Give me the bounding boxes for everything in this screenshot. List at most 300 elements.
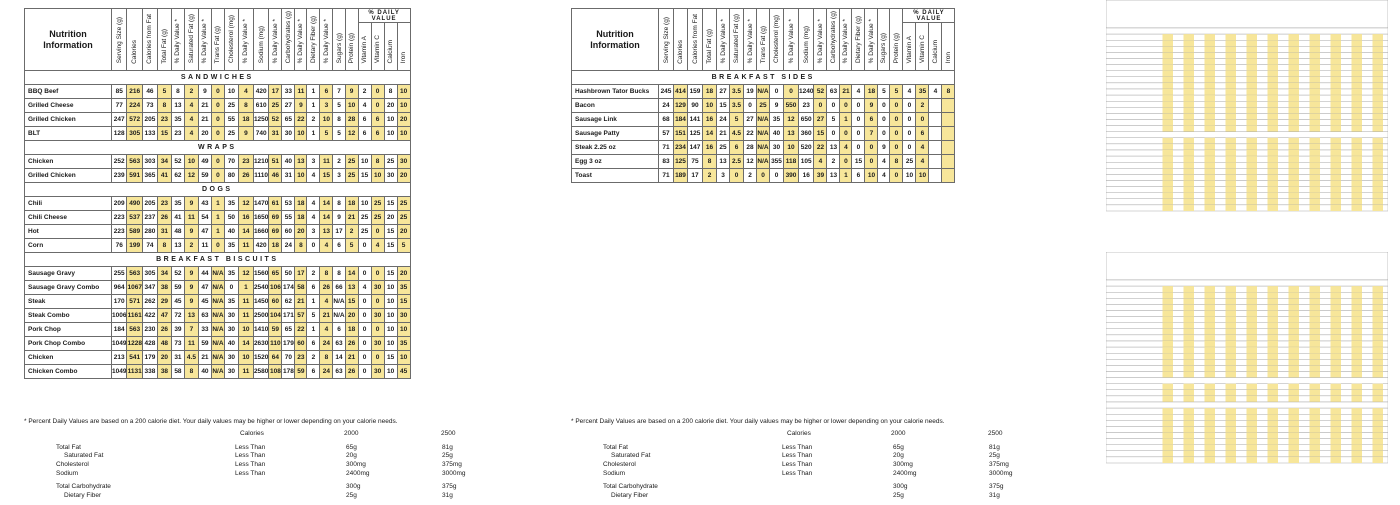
- nutrition-table: [24, 8, 411, 379]
- item-name: Grilled Chicken: [25, 169, 112, 183]
- thumbnail-cell: [1352, 59, 1363, 65]
- column-header-label: Cholesterol (mg): [773, 15, 780, 64]
- nutrient-value: 10: [224, 85, 238, 99]
- thumbnail-cell: [1331, 126, 1342, 132]
- item-name: BLT: [25, 127, 112, 141]
- column-header-label: Sugars (g): [335, 33, 343, 64]
- nutrient-value: 5: [157, 85, 171, 99]
- nutrient-value: 15: [384, 267, 397, 281]
- thumbnail-cell: [1205, 384, 1216, 390]
- nutrient-value: 13: [717, 155, 730, 169]
- nutrient-value: 0: [371, 267, 384, 281]
- thumbnail-cell: [1226, 40, 1237, 46]
- table-row: [25, 239, 411, 253]
- thumbnail-cell: [1289, 120, 1300, 126]
- thumbnail-cell: [1247, 329, 1258, 335]
- nutrient-value: 13: [171, 99, 184, 113]
- thumbnail-cell: [1163, 298, 1174, 304]
- nutrient-value: 0: [358, 337, 371, 351]
- thumbnail-section: [1106, 280, 1388, 286]
- table-row: [25, 211, 411, 225]
- nutrient-value: 8: [384, 85, 397, 99]
- nutrient-value: 52: [171, 267, 184, 281]
- thumbnail-cell: [1226, 359, 1237, 365]
- thumbnail-cell: [1184, 347, 1195, 353]
- column-header-label: Total Fat (g): [706, 28, 713, 64]
- thumbnail-cell: [1184, 71, 1195, 77]
- nutrient-value: 205: [142, 197, 157, 211]
- nutrient-value: 2630: [253, 337, 268, 351]
- nutrient-value: 280: [142, 225, 157, 239]
- footer-row-value-2500: 81g: [989, 444, 1000, 451]
- nutrient-value: 2: [358, 85, 371, 99]
- nutrient-value: 27: [717, 85, 730, 99]
- thumbnail-cell: [1184, 138, 1195, 144]
- thumbnail-cell: [1373, 181, 1384, 187]
- thumbnail-cell: [1163, 347, 1174, 353]
- nutrient-value: [929, 141, 942, 155]
- nutrient-value: 25: [224, 99, 238, 113]
- thumbnail-cell: [1352, 414, 1363, 420]
- thumbnail-cell: [1184, 451, 1195, 457]
- thumbnail-cell: [1289, 457, 1300, 463]
- footer-row-label: Sodium: [603, 470, 626, 477]
- thumbnail-cell: [1289, 335, 1300, 341]
- thumbnail-cell: [1352, 107, 1363, 113]
- thumbnail-cell: [1226, 193, 1237, 199]
- thumbnail-cell: [1184, 445, 1195, 451]
- item-name: Pork Chop Combo: [25, 337, 112, 351]
- nutrient-value: 1067: [127, 281, 142, 295]
- thumbnail-cell: [1247, 187, 1258, 193]
- nutrient-value: 20: [384, 99, 397, 113]
- nutrient-value: 8: [371, 155, 384, 169]
- thumbnail-cell: [1352, 372, 1363, 378]
- nutrient-value: 13: [784, 127, 799, 141]
- nutrient-value: 26: [320, 281, 333, 295]
- thumbnail-cell: [1373, 174, 1384, 180]
- nutrient-value: 108: [269, 365, 282, 379]
- nutrient-value: 1: [307, 99, 320, 113]
- thumbnail-cell: [1310, 144, 1321, 150]
- nutrition-panel-1: [24, 8, 411, 379]
- thumbnail-cell: [1331, 304, 1342, 310]
- nutrient-value: 170: [112, 295, 127, 309]
- thumbnail-cell: [1163, 292, 1174, 298]
- section-header: WRAPS: [25, 141, 411, 155]
- nutrient-value: 1: [238, 281, 253, 295]
- thumbnail-cell: [1247, 286, 1258, 292]
- thumbnail-cell: [1289, 126, 1300, 132]
- thumbnail-cell: [1373, 95, 1384, 101]
- thumbnail-cell: [1163, 193, 1174, 199]
- nutrient-value: 15: [852, 155, 865, 169]
- thumbnail-cell: [1184, 408, 1195, 414]
- footer-row-label: Sodium: [56, 470, 79, 477]
- nutrient-value: 6: [333, 323, 345, 337]
- thumbnail-cell: [1226, 353, 1237, 359]
- footer-row-value-2000: 20g: [346, 452, 357, 459]
- footer-row-value-2500: 31g: [442, 492, 453, 499]
- thumbnail-cell: [1289, 414, 1300, 420]
- thumbnail-cell: [1226, 335, 1237, 341]
- thumbnail-cell: [1331, 150, 1342, 156]
- nutrient-value: 30: [282, 127, 295, 141]
- column-header: [307, 9, 320, 71]
- nutrient-value: 44: [198, 267, 211, 281]
- nutrient-value: 2: [916, 99, 929, 113]
- nutrient-value: 14: [238, 337, 253, 351]
- nutrient-value: 0: [211, 127, 224, 141]
- nutrient-value: 59: [295, 365, 307, 379]
- thumbnail-cell: [1289, 77, 1300, 83]
- thumbnail-cell: [1226, 365, 1237, 371]
- thumbnail-cell: [1163, 205, 1174, 211]
- thumbnail-cell: [1163, 426, 1174, 432]
- nutrient-value: 245: [659, 85, 674, 99]
- thumbnail-cell: [1310, 65, 1321, 71]
- nutrient-value: 25: [903, 155, 916, 169]
- thumbnail-section: [1106, 28, 1388, 34]
- thumbnail-cell: [1268, 426, 1279, 432]
- nutrient-value: 75: [688, 155, 703, 169]
- column-header: [171, 9, 184, 71]
- thumbnail-cell: [1247, 65, 1258, 71]
- column-header-label: Vitamin C: [374, 35, 382, 64]
- thumbnail-cell: [1289, 174, 1300, 180]
- thumbnail-cell: [1352, 396, 1363, 402]
- nutrient-value: 27: [744, 113, 757, 127]
- footer-row-label: Dietary Fiber: [611, 492, 649, 499]
- thumbnail-cell: [1226, 384, 1237, 390]
- thumbnail-cell: [1268, 156, 1279, 162]
- nutrient-value: N/A: [211, 337, 224, 351]
- thumbnail-cell: [1268, 414, 1279, 420]
- column-header-label: Vitamin C: [918, 35, 926, 64]
- thumbnail-cell: [1163, 359, 1174, 365]
- thumbnail-cell: [1310, 420, 1321, 426]
- nutrient-value: 4: [852, 85, 865, 99]
- thumbnail-cell: [1184, 329, 1195, 335]
- nutrient-value: 5: [827, 113, 840, 127]
- nutrient-value: 30: [371, 365, 384, 379]
- thumbnail-cell: [1352, 292, 1363, 298]
- nutrient-value: 10: [384, 337, 397, 351]
- nutrient-value: 21: [345, 211, 358, 225]
- nutrient-value: 8: [295, 239, 307, 253]
- table-row: [25, 113, 411, 127]
- nutrient-value: 347: [142, 281, 157, 295]
- thumbnail-cell: [1310, 199, 1321, 205]
- nutrient-value: 0: [770, 169, 784, 183]
- column-header-label: Calories from Fat: [146, 13, 154, 64]
- thumbnail-cell: [1331, 101, 1342, 107]
- nutrient-value: 13: [827, 141, 840, 155]
- thumbnail-cell: [1331, 65, 1342, 71]
- nutrient-value: 39: [814, 169, 827, 183]
- nutrient-value: 20: [157, 351, 171, 365]
- nutrient-value: 5: [345, 239, 358, 253]
- nutrient-value: 71: [659, 169, 674, 183]
- thumbnail-cell: [1373, 335, 1384, 341]
- nutrient-value: 10: [784, 141, 799, 155]
- nutrient-value: [929, 155, 942, 169]
- thumbnail-cell: [1184, 286, 1195, 292]
- nutrient-value: 29: [157, 295, 171, 309]
- nutrient-value: 9: [345, 85, 358, 99]
- thumbnail-cell: [1163, 353, 1174, 359]
- thumbnail-cell: [1205, 420, 1216, 426]
- nutrient-value: 10: [384, 127, 397, 141]
- thumbnail-cell: [1310, 304, 1321, 310]
- column-header: [878, 9, 890, 71]
- nutrient-value: 73: [142, 99, 157, 113]
- thumbnail-cell: [1289, 359, 1300, 365]
- column-header: [929, 23, 942, 71]
- thumbnail-cell: [1373, 341, 1384, 347]
- thumbnail-cell: [1331, 292, 1342, 298]
- thumbnail-cell: [1247, 168, 1258, 174]
- column-header: [142, 9, 157, 71]
- nutrient-value: 0: [371, 99, 384, 113]
- nutrient-value: 15: [345, 295, 358, 309]
- thumbnail-cell: [1163, 120, 1174, 126]
- thumbnail-cell: [1205, 174, 1216, 180]
- column-header-label: % Daily Value *: [174, 19, 182, 64]
- thumbnail-cell: [1289, 329, 1300, 335]
- nutrient-value: 26: [345, 337, 358, 351]
- section-header: BREAKFAST BISCUITS: [25, 253, 411, 267]
- thumbnail-cell: [1373, 396, 1384, 402]
- nutrient-value: 18: [238, 113, 253, 127]
- nutrient-value: 4: [320, 323, 333, 337]
- nutrient-value: 4: [358, 99, 371, 113]
- footer-row-label: Total Carbohydrate: [603, 483, 658, 490]
- nutrient-value: 25: [358, 225, 371, 239]
- column-header-label: Cholesterol (mg): [227, 15, 235, 64]
- thumbnail-cell: [1331, 439, 1342, 445]
- nutrient-value: 14: [345, 267, 358, 281]
- nutrient-value: 6: [371, 127, 384, 141]
- thumbnail-cell: [1247, 138, 1258, 144]
- column-header: [253, 9, 268, 71]
- thumbnail-cell: [1205, 347, 1216, 353]
- column-header: [770, 9, 784, 71]
- nutrient-value: 23: [799, 99, 814, 113]
- nutrient-value: [929, 113, 942, 127]
- thumbnail-cell: [1331, 181, 1342, 187]
- thumbnail-cell: [1184, 457, 1195, 463]
- thumbnail-cell: [1184, 205, 1195, 211]
- thumbnail-cell: [1226, 396, 1237, 402]
- thumbnail-cell: [1226, 286, 1237, 292]
- thumbnail-cell: [1289, 107, 1300, 113]
- thumbnail-cell: [1247, 341, 1258, 347]
- nutrient-value: 591: [127, 169, 142, 183]
- nutrient-value: 5: [890, 85, 903, 99]
- thumbnail-cell: [1373, 126, 1384, 132]
- nutrient-value: [929, 169, 942, 183]
- column-header: [333, 9, 345, 71]
- column-header-label: % Daily Value *: [322, 19, 330, 64]
- thumbnail-cell: [1373, 40, 1384, 46]
- thumbnail-cell: [1352, 77, 1363, 83]
- nutrient-value: 35: [224, 267, 238, 281]
- thumbnail-cell: [1289, 113, 1300, 119]
- nutrition-panel-2: [571, 8, 955, 183]
- table-row: [25, 155, 411, 169]
- thumbnail-cell: [1205, 311, 1216, 317]
- thumbnail-cell: [1268, 365, 1279, 371]
- thumbnail-cell: [1184, 52, 1195, 58]
- thumbnail-cell: [1373, 187, 1384, 193]
- thumbnail-cell: [1352, 341, 1363, 347]
- column-header: [345, 9, 358, 71]
- thumbnail-cell: [1247, 323, 1258, 329]
- thumbnail-cell: [1268, 181, 1279, 187]
- column-header: [674, 9, 688, 71]
- thumbnail-cell: [1247, 439, 1258, 445]
- thumbnail-cell: [1268, 292, 1279, 298]
- thumbnail-cell: [1310, 59, 1321, 65]
- thumbnail-cell: [1184, 335, 1195, 341]
- nutrient-value: 6: [320, 85, 333, 99]
- nutrient-value: 14: [320, 197, 333, 211]
- nutrient-value: 0: [865, 155, 878, 169]
- thumbnail-cell: [1247, 144, 1258, 150]
- nutrient-value: 5: [320, 127, 333, 141]
- thumbnail-cell: [1268, 298, 1279, 304]
- nutrient-value: 12: [784, 113, 799, 127]
- nutrient-value: 28: [345, 113, 358, 127]
- nutrient-value: 11: [198, 239, 211, 253]
- nutrient-value: 55: [224, 113, 238, 127]
- footer-row-value-2500: 25g: [989, 452, 1000, 459]
- thumbnail-section: [1106, 378, 1388, 384]
- nutrient-value: 25: [224, 127, 238, 141]
- thumbnail-cell: [1352, 390, 1363, 396]
- thumbnail-cell: [1373, 150, 1384, 156]
- thumbnail-cell: [1289, 199, 1300, 205]
- nutrient-value: 964: [112, 281, 127, 295]
- nutrient-value: 9: [238, 127, 253, 141]
- thumbnail-cell: [1352, 101, 1363, 107]
- thumbnail-cell: [1205, 433, 1216, 439]
- nutrient-value: 563: [127, 155, 142, 169]
- nutrient-value: 189: [674, 169, 688, 183]
- thumbnail-cell: [1205, 205, 1216, 211]
- nutrient-value: 25: [757, 99, 770, 113]
- thumbnail-cell: [1331, 372, 1342, 378]
- thumbnail-cell: [1310, 205, 1321, 211]
- thumbnail-cell: [1268, 40, 1279, 46]
- thumbnail-cell: [1373, 414, 1384, 420]
- nutrient-value: 8: [171, 85, 184, 99]
- nutrient-value: 83: [659, 155, 674, 169]
- thumbnail-cell: [1331, 77, 1342, 83]
- nutrient-value: 60: [282, 225, 295, 239]
- nutrient-value: 26: [157, 211, 171, 225]
- nutrient-value: 72: [171, 309, 184, 323]
- thumbnail-cell: [1373, 304, 1384, 310]
- nutrient-value: 129: [674, 99, 688, 113]
- nutrient-value: 35: [171, 113, 184, 127]
- thumbnail-cell: [1268, 457, 1279, 463]
- nutrient-value: 216: [127, 85, 142, 99]
- thumbnail-cell: [1184, 193, 1195, 199]
- thumbnail-cell: [1247, 59, 1258, 65]
- nutrient-value: 133: [142, 127, 157, 141]
- calories-label: Calories: [787, 430, 811, 437]
- nutrient-value: 28: [744, 141, 757, 155]
- nutrient-value: 63: [827, 85, 840, 99]
- thumbnail-cell: [1268, 113, 1279, 119]
- thumbnail-cell: [1352, 40, 1363, 46]
- nutrient-value: 0: [211, 239, 224, 253]
- thumbnail-cell: [1184, 323, 1195, 329]
- thumbnail-cell: [1163, 101, 1174, 107]
- nutrient-value: 4: [929, 85, 942, 99]
- table-title: Nutrition Information: [572, 9, 659, 71]
- footer-row-comparator: Less Than: [235, 444, 266, 451]
- footer-row-label: Total Fat: [603, 444, 628, 451]
- nutrient-value: 22: [295, 113, 307, 127]
- thumbnail-cell: [1373, 457, 1384, 463]
- nutrient-value: 59: [198, 337, 211, 351]
- nutrient-value: 80: [224, 169, 238, 183]
- section-header: SANDWICHES: [25, 71, 411, 85]
- thumbnail-cell: [1205, 292, 1216, 298]
- nutrient-value: 104: [269, 309, 282, 323]
- nutrient-value: 0: [916, 113, 929, 127]
- thumbnail-cell: [1205, 101, 1216, 107]
- thumbnail-cell: [1310, 292, 1321, 298]
- thumbnail-cell: [1352, 353, 1363, 359]
- nutrient-value: 7: [184, 323, 198, 337]
- thumbnail-cell: [1247, 162, 1258, 168]
- nutrient-value: 20: [397, 113, 410, 127]
- nutrient-value: 209: [112, 197, 127, 211]
- thumbnail-cell: [1373, 372, 1384, 378]
- thumbnail-cell: [1226, 150, 1237, 156]
- nutrient-value: N/A: [757, 113, 770, 127]
- nutrient-value: 21: [345, 351, 358, 365]
- nutrient-value: 589: [127, 225, 142, 239]
- thumbnail-cell: [1352, 451, 1363, 457]
- nutrient-value: 30: [371, 337, 384, 351]
- nutrient-value: 48: [171, 225, 184, 239]
- column-header: [659, 9, 674, 71]
- thumbnail-cell: [1352, 359, 1363, 365]
- nutrient-value: 13: [827, 169, 840, 183]
- thumbnail-cell: [1226, 138, 1237, 144]
- column-header-label: Sodium (mg): [257, 26, 265, 64]
- nutrient-value: 40: [770, 127, 784, 141]
- nutrient-value: 10: [384, 309, 397, 323]
- item-name: Sausage Link: [572, 113, 659, 127]
- nutrient-value: 65: [282, 323, 295, 337]
- thumbnail-cell: [1184, 144, 1195, 150]
- nutrient-value: 12: [238, 197, 253, 211]
- thumbnail-cell: [1310, 286, 1321, 292]
- thumbnail-cell: [1226, 113, 1237, 119]
- column-header-label: Calcium: [387, 39, 395, 64]
- column-header-label: Protein (g): [348, 33, 356, 64]
- thumbnail-cell: [1289, 341, 1300, 347]
- nutrient-value: 0: [730, 169, 744, 183]
- thumbnail-cell: [1268, 65, 1279, 71]
- thumbnail-cell: [1373, 71, 1384, 77]
